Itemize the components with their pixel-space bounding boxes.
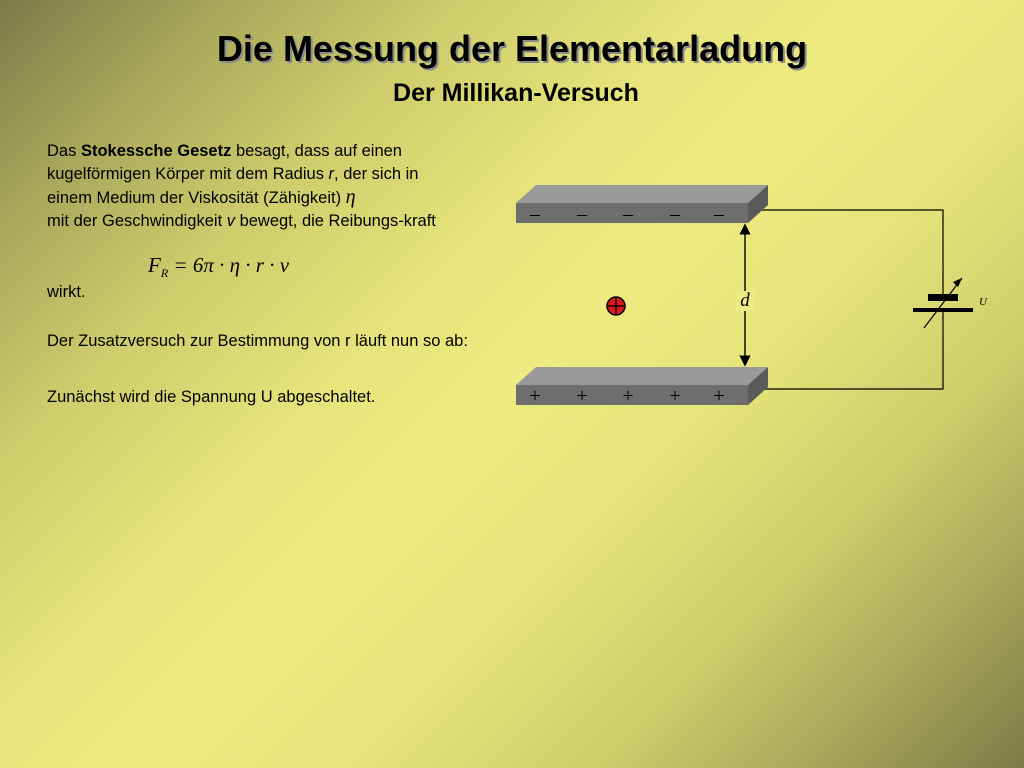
viscosity-symbol: η — [345, 186, 356, 208]
voltage-label: U — [979, 296, 987, 308]
plus-sign: + — [576, 385, 588, 407]
slide-title: Die Messung der Elementarladung — [216, 28, 808, 69]
text-segment: , der sich in einem Medium der Viskosität (Zähigkeit) — [47, 165, 419, 207]
plus-sign: + — [529, 385, 541, 407]
radius-symbol: r — [328, 165, 335, 183]
procedure-text: Der Zusatzversuch zur Bestimmung von r läuft nun so ab: — [47, 332, 468, 350]
voltage-off-text: Zunächst wird die Spannung U abgeschaltet. — [47, 388, 376, 406]
plus-sign: + — [713, 385, 725, 407]
battery-short-plate — [928, 294, 958, 301]
distance-label: d — [740, 290, 750, 311]
minus-sign: – — [670, 203, 680, 225]
text-segment: mit der Geschwindigkeit — [47, 212, 227, 230]
minus-sign: – — [714, 203, 724, 225]
velocity-symbol: v — [226, 212, 235, 230]
stokes-law-term: Stokessche Gesetz — [80, 142, 232, 160]
variable-arrow-head — [953, 278, 962, 287]
circuit-wires — [752, 210, 943, 389]
top-plate — [516, 185, 768, 223]
charged-droplet — [607, 297, 625, 315]
text-segment: bewegt, die Reibungs-kraft — [235, 212, 436, 230]
formula-subscript: R — [160, 266, 169, 281]
formula-force: F — [148, 253, 161, 277]
stokes-paragraph — [47, 140, 467, 233]
wirkt-text: wirkt. — [47, 283, 86, 301]
formula-rhs: = 6π · η · r · v — [168, 253, 290, 277]
plus-sign: + — [622, 385, 634, 407]
millikan-apparatus-diagram — [500, 175, 1000, 415]
minus-sign: – — [577, 203, 587, 225]
top-plate-surface — [516, 185, 768, 203]
text-segment: besagt, dass auf einen kugelförmigen Körper mit dem Radius — [47, 142, 402, 183]
slide-subtitle: Der Millikan-Versuch — [393, 79, 639, 107]
battery-long-plate — [913, 308, 973, 312]
bottom-plate — [516, 367, 768, 405]
text-segment: Das — [47, 142, 81, 160]
plus-sign: + — [669, 385, 681, 407]
minus-sign: – — [530, 203, 540, 225]
bottom-plate-surface — [516, 367, 768, 385]
minus-sign: – — [623, 203, 633, 225]
stokes-formula — [148, 253, 289, 281]
